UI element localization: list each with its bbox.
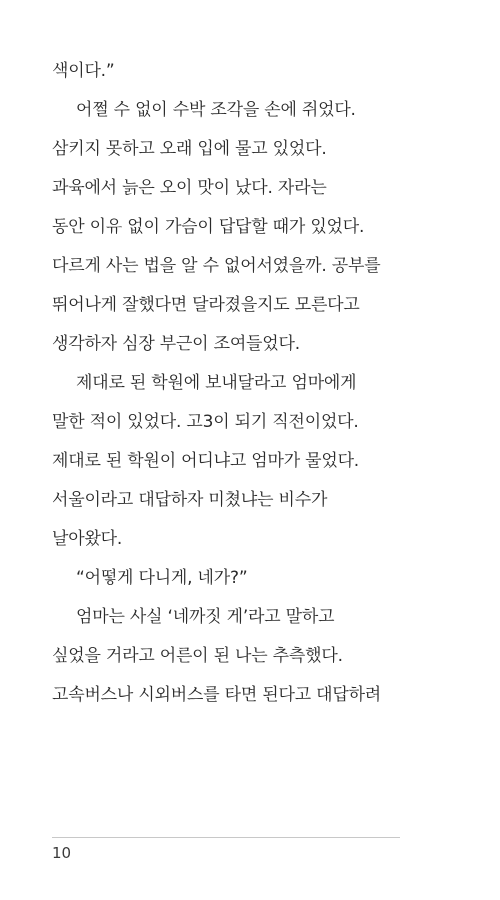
footer-divider xyxy=(52,837,400,838)
text-line: 제대로 된 학원이 어디냐고 엄마가 물었다. xyxy=(52,451,359,471)
text-line: 고속버스나 시외버스를 타면 된다고 대답하려 xyxy=(52,685,382,705)
text-line: 말한 적이 있었다. 고3이 되기 직전이었다. xyxy=(52,412,359,432)
text-line: 엄마는 사실 ‘네까짓 게’라고 말하고 xyxy=(76,607,335,627)
text-line: 동안 이유 없이 가슴이 답답할 때가 있었다. xyxy=(52,217,365,237)
text-line: 날아왔다. xyxy=(52,529,123,549)
page-number: 10 xyxy=(52,844,72,862)
text-line: “어떻게 다니게, 네가?” xyxy=(76,568,248,588)
text-line: 제대로 된 학원에 보내달라고 엄마에게 xyxy=(76,373,357,393)
text-line: 뛰어나게 잘했다면 달라졌을지도 모른다고 xyxy=(52,295,360,315)
body-text xyxy=(52,52,462,715)
text-line: 생각하자 심장 부근이 조여들었다. xyxy=(52,334,300,354)
text-line: 서울이라고 대답하자 미쳤냐는 비수가 xyxy=(52,490,328,510)
text-line: 어쩔 수 없이 수박 조각을 손에 쥐었다. xyxy=(76,100,356,120)
text-line: 삼키지 못하고 오래 입에 물고 있었다. xyxy=(52,139,327,159)
text-line: 다르게 사는 법을 알 수 없어서였을까. 공부를 xyxy=(52,256,381,276)
text-line: 색이다.” xyxy=(52,61,115,81)
text-line: 싶었을 거라고 어른이 된 나는 추측했다. xyxy=(52,646,343,666)
text-line: 과육에서 늙은 오이 맛이 났다. 자라는 xyxy=(52,178,327,198)
